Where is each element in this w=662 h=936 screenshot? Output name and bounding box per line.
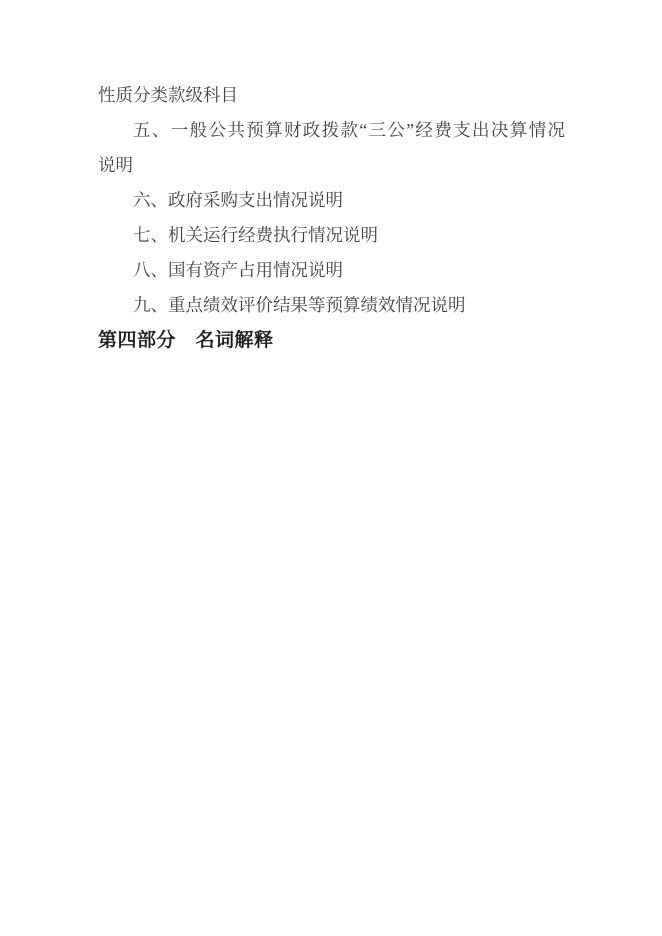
section-heading-part-4: 第四部分 名词解释 — [98, 330, 274, 351]
toc-item-9: 九、重点绩效评价结果等预算绩效情况说明 — [133, 295, 466, 315]
toc-item-5-continuation: 说明 — [98, 155, 133, 175]
toc-item-6: 六、政府采购支出情况说明 — [133, 190, 343, 210]
toc-item-8: 八、国有资产占用情况说明 — [133, 260, 343, 280]
toc-line-continuation-top: 性质分类款级科目 — [98, 85, 238, 105]
toc-item-5: 五、一般公共预算财政拨款“三公”经费支出决算情况 — [133, 120, 565, 140]
toc-item-7: 七、机关运行经费执行情况说明 — [133, 225, 378, 245]
